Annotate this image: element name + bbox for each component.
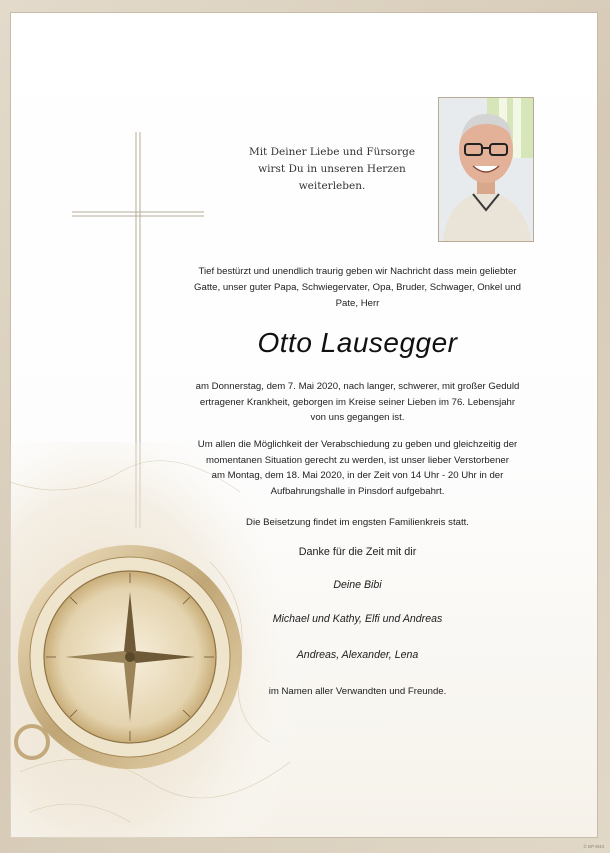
motto-line: weiterleben. (298, 180, 366, 192)
farewell-line: Um allen die Möglichkeit der Verabschiedung zu geben und gleichzeitig der (197, 439, 518, 450)
compass-icon (10, 442, 310, 838)
motto-line: wirst Du in unseren Herzen (258, 163, 406, 175)
notice-line: am Donnerstag, dem 7. Mai 2020, nach langer, schwerer, mit großer Geduld (195, 381, 520, 392)
footer-code: © EP 9/44 (583, 844, 604, 849)
intro-line: Tief bestürzt und unendlich traurig geben wir Nachricht dass mein geliebter (198, 266, 517, 277)
deceased-name: Otto Lausegger (257, 327, 458, 358)
intro-line: Pate, Herr (335, 298, 380, 309)
farewell-line: momentanen Situation gerecht zu werden, ist unser lieber Verstorbener (206, 454, 509, 466)
motto-line: Mit Deiner Liebe und Fürsorge (248, 146, 416, 158)
relatives-line: im Namen aller Verwandten und Freunde. (268, 686, 447, 697)
announcement-intro (175, 264, 540, 312)
mourner-children: Michael und Kathy, Elfi und Andreas (272, 613, 443, 625)
farewell-info (175, 437, 540, 499)
thanks-line: Danke für die Zeit mit dir (298, 546, 417, 558)
farewell-line: am Montag, dem 18. Mai 2020, in der Zeit von 14 Uhr - 20 Uhr in der (211, 470, 504, 481)
notice-line: von uns gegangen ist. (310, 412, 405, 423)
intro-line: Gatte, unser guter Papa, Schwiegervater, Opa, Bruder, Schwager, Onkel und (194, 282, 521, 293)
portrait-photo (438, 97, 534, 242)
notice-line: ertragener Krankheit, geborgen im Kreise seiner Lieben im 76. Lebensjahr (199, 396, 516, 408)
mourner-spouse: Deine Bibi (333, 579, 382, 591)
farewell-line: Aufbahrungshalle in Pinsdorf aufgebahrt. (270, 485, 445, 497)
memorial-motto (232, 144, 432, 195)
obituary-card (10, 12, 598, 838)
mourner-grandchildren: Andreas, Alexander, Lena (296, 649, 419, 661)
portrait-image (439, 98, 533, 241)
burial-info: Die Beisetzung findet im engsten Familienkreis statt. (246, 517, 469, 528)
death-notice (175, 379, 540, 426)
